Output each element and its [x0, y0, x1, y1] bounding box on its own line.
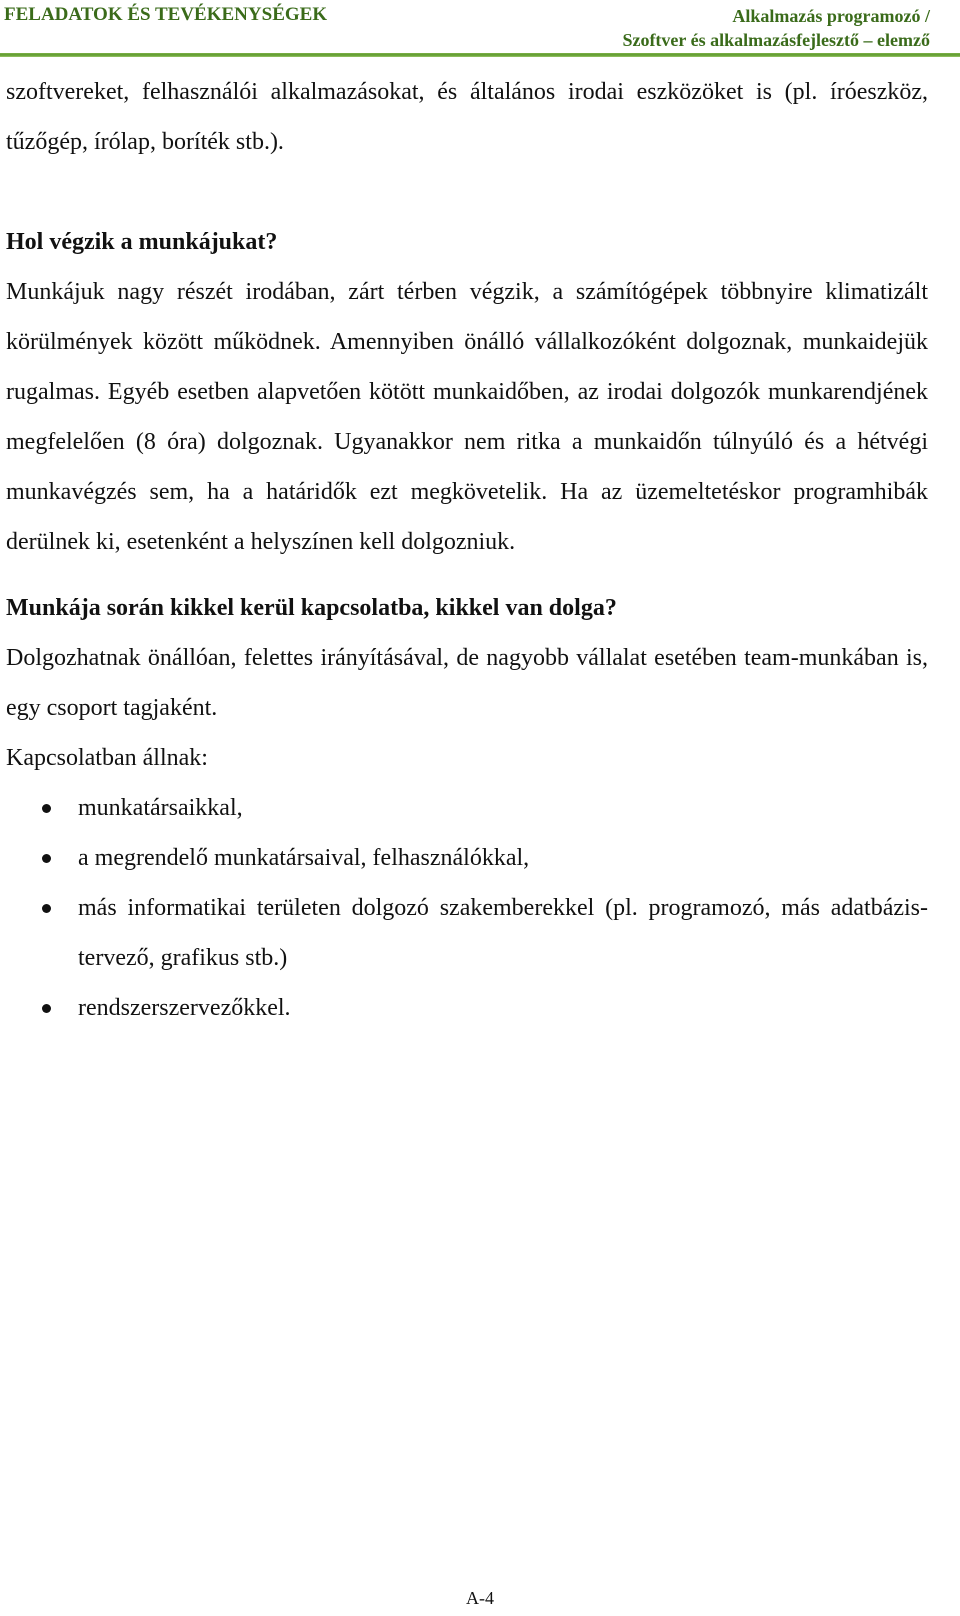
section-text-workplace: Munkájuk nagy részét irodában, zárt térben végzik, a számítógépek többnyire klimatizált körülmények között működnek. Amennyiben önálló vállalkozóként dolgoznak, munkaidejük rugalmas. Egyéb esetben alapvetően kötött munkaidőben, az irodai dolgozók munkarendjének megfelelően (8 óra) dolgoznak. Ugyanakkor nem ritka a munkaidőn túlnyúló és a hétvégi munkavégzés sem, ha a határidők ezt megkövetelik. Ha az üzemeltetéskor programhibák derülnek ki, esetenként a helyszínen kell dolgozniuk. — [6, 279, 928, 555]
list-item-text: más informatikai területen dolgozó szakemberekkel (pl. programozó, más adatbázis-tervező, grafikus stb.) — [78, 895, 928, 971]
section-heading-contacts: Munkája során kikkel kerül kapcsolatba, kikkel van dolga? — [6, 595, 617, 621]
list-item — [6, 833, 928, 883]
page-content — [6, 67, 928, 1033]
intro-paragraph: szoftvereket, felhasználói alkalmazásokat, és általános irodai eszközöket is (pl. íróeszköz, tűzőgép, írólap, boríték stb.). — [6, 79, 928, 155]
bullet-icon — [42, 1004, 51, 1013]
paragraph-spacer — [6, 167, 928, 217]
page-number: A-4 — [466, 1588, 494, 1608]
contacts-intro: Kapcsolatban állnak: — [6, 745, 208, 771]
header-title-line2: Szoftver és alkalmazásfejlesztő – elemző — [622, 30, 930, 50]
list-item-text: a megrendelő munkatársaival, felhasználókkal, — [78, 845, 530, 871]
paragraph-spacer — [6, 567, 928, 583]
section-text-contacts: Dolgozhatnak önállóan, felettes irányításával, de nagyobb vállalat esetében team-munkában is, egy csoport tagjaként. — [6, 645, 928, 721]
list-item — [6, 983, 928, 1033]
contacts-list — [6, 783, 928, 1033]
header-document-title — [622, 4, 930, 52]
bullet-icon — [42, 904, 51, 913]
bullet-icon — [42, 854, 51, 863]
list-item — [6, 783, 928, 833]
header-title-line1: Alkalmazás programozó / — [732, 6, 930, 26]
section-heading-workplace: Hol végzik a munkájukat? — [6, 229, 278, 255]
bullet-icon — [42, 804, 51, 813]
list-item-text: rendszerszervezőkkel. — [78, 995, 291, 1021]
list-item — [6, 883, 928, 983]
page-header — [0, 0, 960, 56]
header-divider — [0, 53, 960, 57]
list-item-text: munkatársaikkal, — [78, 795, 243, 821]
header-section-title: FELADATOK ÉS TEVÉKENYSÉGEK — [4, 4, 328, 25]
